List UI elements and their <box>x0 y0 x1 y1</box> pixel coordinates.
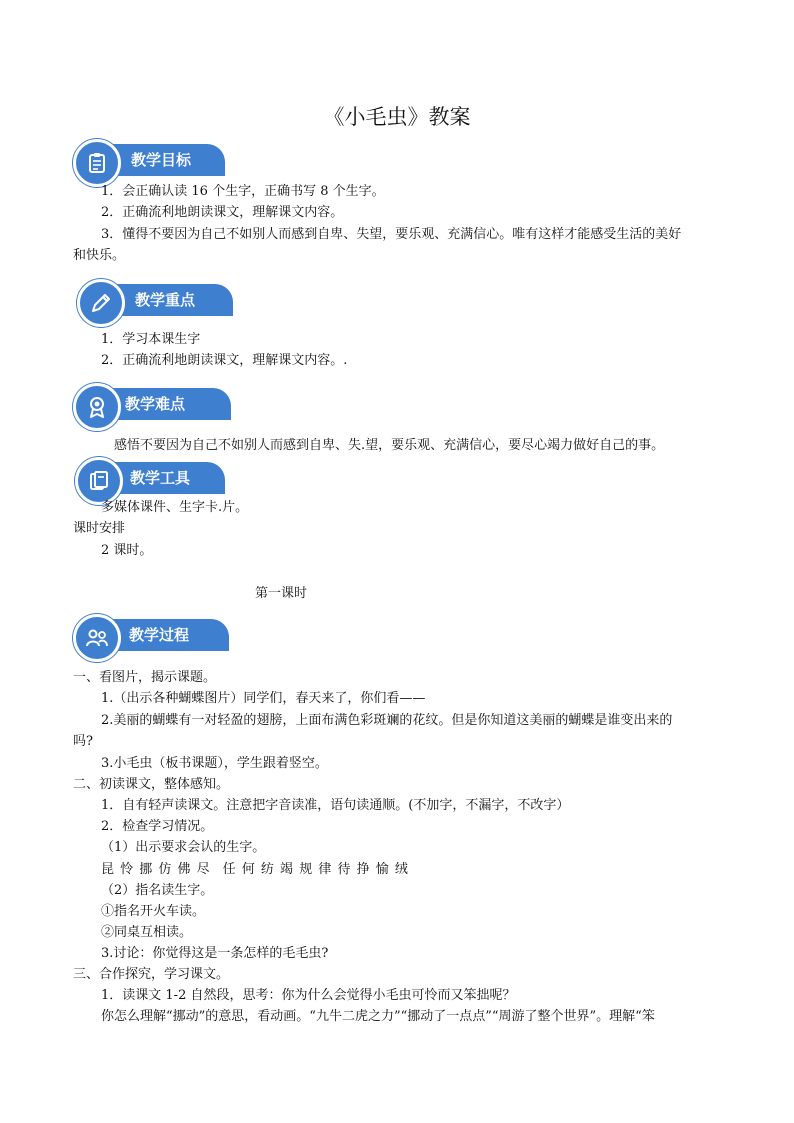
key-point-item: 1．学习本课生字 <box>101 332 201 347</box>
process-item: 2．检查学习情况。 <box>101 819 214 834</box>
tools-item: 多媒体课件、生字卡.片。 <box>101 500 249 515</box>
process-item: 你怎么理解“挪动”的意思，看动画。“九牛二虎之力”“挪动了一点点”“周游了整个世界”。理解“笨 <box>101 1009 655 1024</box>
lesson-label: 第一课时 <box>255 586 308 601</box>
document-title: 《小毛虫》教案 <box>323 105 471 129</box>
section-title-goals: 教学目标 <box>131 151 192 169</box>
section-banner-goals <box>73 139 225 179</box>
process-item: （2）指名读生字。 <box>101 883 214 898</box>
process-item: 2.美丽的蝴蝶有一对轻盈的翅膀，上面布满色彩斑斓的花纹。但是你知道这美丽的蝴蝶是谁变出来的 <box>101 713 673 728</box>
process-heading: 一、看图片，揭示课题。 <box>73 670 217 685</box>
section-banner-difficulties <box>73 383 231 423</box>
goal-item: 3．懂得不要因为自己不如别人而感到自卑、失望，要乐观、充满信心。唯有这样才能感受生活的美好 <box>101 227 682 242</box>
people-icon <box>73 614 121 662</box>
process-heading: 二、初读课文，整体感知。 <box>73 777 230 792</box>
goal-item: 2．正确流利地朗读课文，理解课文内容。 <box>101 205 344 220</box>
award-icon <box>73 383 121 431</box>
process-heading: 三、合作探究，学习课文。 <box>73 967 230 982</box>
section-title-tools: 教学工具 <box>130 469 191 487</box>
process-item: 1．自有轻声读课文。注意把字音读准，语句读通顺。(不加字，不漏字，不改字） <box>101 798 570 813</box>
process-item: 1.（出示各种蝴蝶图片）同学们，春天来了，你们看—— <box>101 691 426 706</box>
clipboard-icon <box>73 139 121 187</box>
goal-item: 和快乐。 <box>73 248 126 263</box>
process-item: 3.小毛虫（板书课题），学生跟着竖空。 <box>101 756 328 771</box>
section-banner-process <box>73 614 229 654</box>
schedule-item: 2 课时。 <box>101 543 153 558</box>
section-banner-key-points <box>77 279 233 319</box>
books-icon <box>75 457 123 505</box>
difficulty-item: 感悟不要因为自己不如别人而感到自卑、失.望，要乐观、充满信心，要尽心竭力做好自己的事。 <box>114 438 665 453</box>
section-title-difficulties: 教学难点 <box>125 395 186 413</box>
process-item: 3.讨论：你觉得这是一条怎样的毛毛虫? <box>101 946 329 961</box>
goal-item: 1．会正确认读 16 个生字，正确书写 8 个生字。 <box>101 184 385 199</box>
process-item: ①指名开火车读。 <box>101 904 206 919</box>
new-characters-list: 昆 怜 挪 仿 佛 尽 任 何 纺 竭 规 律 待 挣 愉 绒 <box>101 862 408 877</box>
key-point-item: 2．正确流利地朗读课文，理解课文内容。. <box>101 353 348 368</box>
process-item: （1）出示要求会认的生字。 <box>101 840 266 855</box>
process-item: 吗? <box>73 734 93 749</box>
pencil-icon <box>77 279 125 327</box>
section-banner-tools <box>75 457 225 497</box>
section-title-process: 教学过程 <box>129 626 190 644</box>
schedule-heading: 课时安排 <box>73 521 126 536</box>
section-title-key-points: 教学重点 <box>135 291 196 309</box>
process-item: 1．读课文 1-2 自然段，思考：你为什么会觉得小毛虫可怜而又笨拙呢？ <box>101 988 516 1003</box>
process-item: ②同桌互相读。 <box>101 925 193 940</box>
